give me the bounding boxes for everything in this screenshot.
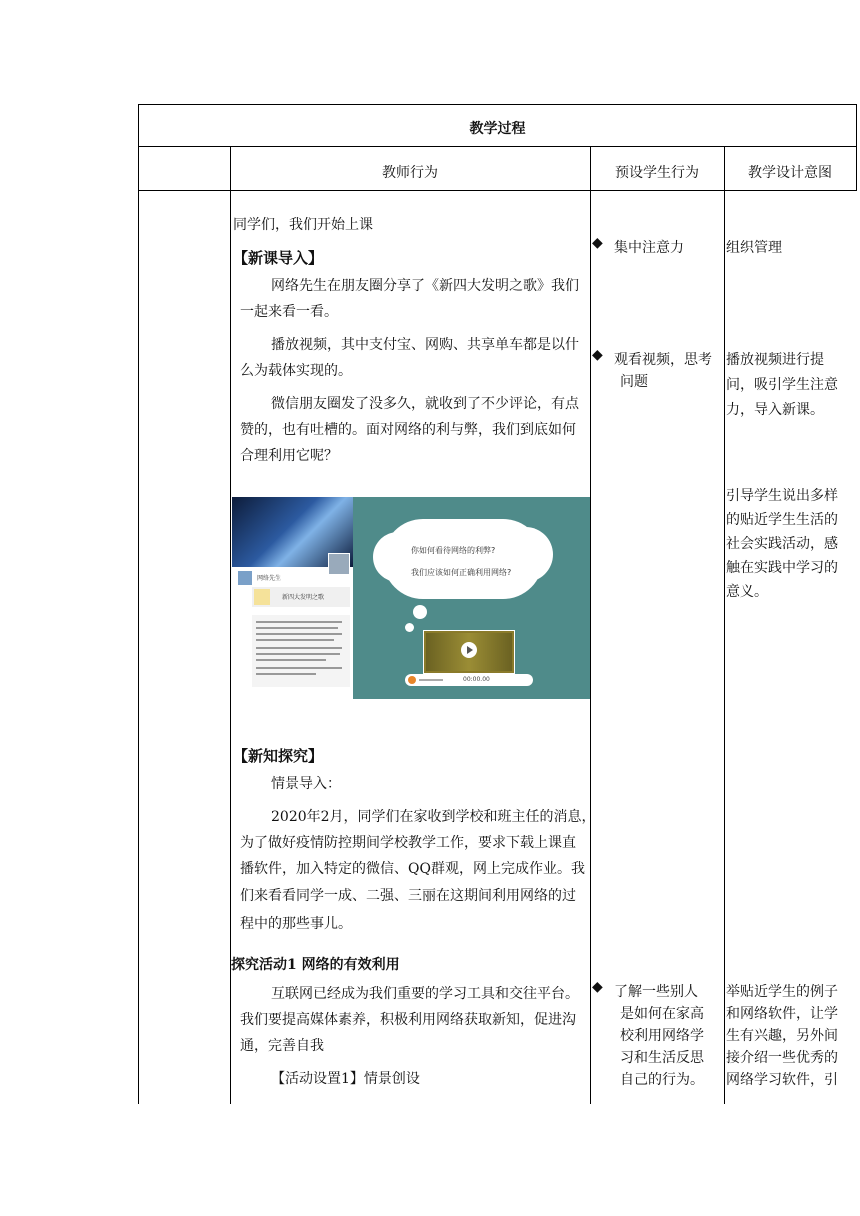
col-divider-2 (590, 146, 591, 1104)
play-icon (461, 642, 477, 658)
avatar (238, 571, 252, 585)
lesson-screenshot-image (232, 497, 590, 699)
progress-bar (419, 679, 443, 681)
design-intent: 接介绍一些优秀的 (726, 1050, 838, 1066)
design-intent: 举贴近学生的例子 (726, 984, 838, 1000)
video-time: 00:00.00 (463, 676, 490, 683)
design-intent: 引导学生说出多样 (726, 488, 838, 504)
bullet-icon: ◆ (592, 347, 603, 363)
design-intent: 社会实践活动，感 (726, 536, 838, 552)
teacher-paragraph: 2020年2月，同学们在家收到学校和班主任的消息， (271, 809, 596, 825)
teacher-paragraph: 【活动设置1】情景创设 (271, 1071, 420, 1087)
student-behavior: 习和生活反思 (620, 1050, 704, 1066)
shared-song-card (252, 587, 350, 607)
section-heading-intro: 【新课导入】 (233, 249, 324, 267)
header-student: 预设学生行为 (615, 165, 699, 181)
design-intent: 意义。 (726, 584, 768, 600)
student-behavior: 自己的行为。 (620, 1072, 704, 1088)
teacher-paragraph: 微信朋友圈发了没多久，就收到了不少评论，有点 (271, 396, 579, 412)
teacher-paragraph: 通，完善自我 (240, 1038, 324, 1054)
design-intent: 的贴近学生生活的 (726, 512, 838, 528)
song-thumbnail (254, 589, 270, 605)
play-button-icon (408, 676, 416, 684)
header-design: 教学设计意图 (748, 165, 832, 181)
song-card-title: 新四大发明之歌 (282, 594, 325, 601)
section-heading-explore: 【新知探究】 (233, 747, 324, 765)
activity-heading: 探究活动1 网络的有效利用 (231, 957, 400, 973)
design-intent: 力，导入新课。 (726, 402, 824, 418)
teacher-paragraph: 情景导入： (271, 776, 341, 792)
title-row-border (138, 146, 857, 147)
phone-moments-screen (232, 497, 354, 699)
cloud-question-2: 我们应该如何正确利用网络? (411, 568, 512, 577)
teacher-paragraph: 一起来看一看。 (240, 304, 338, 320)
teacher-paragraph: 播放视频，其中支付宝、网购、共享单车都是以什 (271, 337, 579, 353)
comments-block (252, 615, 350, 687)
design-intent: 网络学习软件，引 (726, 1072, 838, 1088)
design-intent: 和网络软件，让学 (726, 1006, 838, 1022)
student-behavior: 了解一些别人 (614, 984, 698, 1000)
student-behavior: 是如何在家高 (620, 1006, 704, 1022)
phone-user-name: 网络先生 (257, 575, 282, 582)
col-divider-3 (724, 146, 725, 1104)
header-teacher: 教师行为 (382, 165, 438, 181)
teacher-paragraph: 们来看看同学一成、二强、三丽在这期间利用网络的过 (240, 888, 576, 904)
header-row-border (138, 190, 857, 191)
cloud-question-1: 你如何看待网络的利弊? (411, 546, 496, 555)
avatar (328, 553, 350, 575)
video-controls (405, 674, 533, 686)
thought-cloud (383, 519, 543, 599)
student-behavior: 集中注意力 (614, 240, 684, 256)
student-behavior: 校利用网络学 (620, 1028, 704, 1044)
bullet-icon: ◆ (592, 979, 603, 995)
design-intent: 问，吸引学生注意 (726, 377, 838, 393)
teacher-paragraph: 合理利用它呢？ (240, 448, 338, 464)
design-intent: 播放视频进行提 (726, 352, 824, 368)
table-left-border (138, 104, 139, 1104)
teacher-paragraph: 为了做好疫情防控期间学校教学工作，要求下载上课直 (240, 835, 576, 851)
student-behavior: 观看视频，思考 (614, 352, 712, 368)
video-thumbnail (423, 630, 515, 674)
question-slide (353, 497, 590, 699)
teacher-paragraph: 网络先生在朋友圈分享了《新四大发明之歌》我们 (271, 278, 579, 294)
table-top-border (138, 104, 857, 105)
teacher-paragraph: 程中的那些事儿。 (240, 916, 352, 932)
table-title: 教学过程 (469, 121, 526, 137)
bullet-icon: ◆ (592, 235, 603, 251)
design-intent: 生有兴趣，另外间 (726, 1028, 838, 1044)
teacher-paragraph: 播软件，加入特定的微信、QQ群观，网上完成作业。我 (240, 861, 585, 877)
design-intent: 组织管理 (726, 240, 782, 256)
teacher-greeting: 同学们，我们开始上课 (233, 217, 373, 233)
teacher-paragraph: 互联网已经成为我们重要的学习工具和交往平台。 (271, 986, 579, 1002)
teacher-paragraph: 赞的，也有吐槽的。面对网络的利与弊，我们到底如何 (240, 422, 576, 438)
design-intent: 触在实践中学习的 (726, 560, 838, 576)
teacher-paragraph: 么为载体实现的。 (240, 363, 352, 379)
student-behavior: 问题 (620, 374, 648, 390)
teacher-paragraph: 我们要提高媒体素养，积极利用网络获取新知，促进沟 (240, 1012, 576, 1028)
